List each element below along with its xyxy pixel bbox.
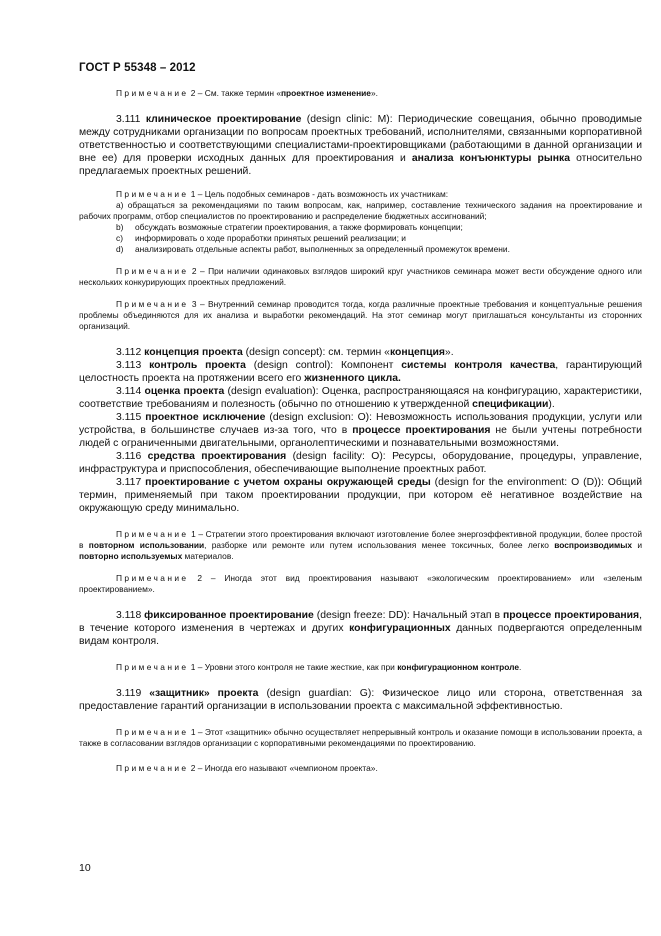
term-bold: процессе проектирования [352,425,491,436]
term-bold: концепция [389,347,445,358]
term-bold: конфигурационном контроле [397,662,520,672]
text-run: ». [444,347,454,358]
text-run: 2 – См. также термин « [188,88,281,98]
term-bold: жизненного цикла. [304,373,401,384]
text-run: 1 – Этот «защитник» обычно осуществляет непрерывный контроль и оказание помощи в использовании проекта, а также в согласовании взглядов организации с корпоративными рекомендациями по проектированию. [79,727,642,748]
note-label: Примечание [116,529,189,539]
text-run: 2 – Иногда его называют «чемпионом проекта». [188,763,378,773]
note [79,662,642,673]
term-bold: воспроизводимых [554,540,633,550]
text-run: 3.113 [116,360,150,371]
text-run: . [519,662,522,672]
term-bold: повторно используемых [79,551,183,561]
note [79,727,642,749]
text-run: (design for the environment: O (D)): Общий термин, применяемый при таком проектировании продукции, при котором её негативное воздействие на окружающую среду минимально. [79,477,643,514]
note-label: Примечание [116,763,189,773]
text-run: , в течение которого изменения в чертежах и других [79,610,642,634]
text-run: ). [548,399,555,410]
text-run: 1 – Стратегии этого проектирования включают изготовление более энергоэффективной продукции, более простой в [79,529,642,550]
text-run: 2 – Иногда этот вид проектирования называют «экологическим проектированием» или «зеленым проектированием». [79,573,642,594]
text-run: (design facility: O): Ресурсы, оборудование, процедуры, управление, инфраструктура и приспособления, обеспечивающие выполнение проектных работ. [79,451,642,475]
term-bold: клиническое проектирование [145,114,302,125]
text-run: 3.117 [116,477,146,488]
text-run: 3.119 [116,688,150,699]
term-bold: фиксированное проектирование [144,610,314,621]
term-bold: проектное изменение [281,88,371,98]
note-list-item [79,244,642,255]
text-run: (design concept): см. термин « [242,347,390,358]
text-run: (design control): Компонент [245,360,402,371]
note-label: Примечание [116,266,189,276]
note [79,299,642,332]
term-definition [79,450,642,476]
term-definition [79,113,642,178]
text-run: 3.112 [116,347,145,358]
text-run: 3.111 [116,114,146,125]
text-run: материалов. [182,551,234,561]
list-item-marker: b) [116,222,124,232]
text-run: 3 – Внутренний семинар проводится тогда, когда различные проектные требования и концептуальные решения проблемы объединяются для их анализа и выработки рекомендаций. На этот семинар могут приглашаться консультанты из сторонних организаций. [79,299,642,331]
note [79,763,642,774]
term-bold: повторном использовании [88,540,205,550]
text-run: ». [370,88,378,98]
term-bold: проектирование с учетом охраны окружающей среды [145,477,431,488]
term-definition [79,476,642,515]
text-run: не были учтены потребности людей с ограниченными двигательными, органолептическими и познавательными возможностями. [79,425,642,449]
text-run: анализировать отдельные аспекты работ, выполненных за определенный промежуток времени. [135,244,510,254]
text-run: данных подвергаются определенным видам контроля. [79,623,642,647]
term-definition [79,346,642,359]
term-definition [79,609,642,648]
text-run: 3.114 [116,386,145,397]
note [79,200,642,222]
text-run: (design evaluation): Оценка, распространяющаяся на конфигурацию, характеристики, соответствие требованиям и полезность (обычно по отношению к утвержденной [79,386,642,410]
text-run: , разборке или ремонте или путем использования менее токсичных, более легко [204,540,555,550]
note-list-item [79,222,642,233]
text-run: 1 – Уровни этого контроля не такие жесткие, как при [188,662,398,672]
term-bold: системы контроля качества [401,360,556,371]
text-run: 1 – Цель подобных семинаров - дать возможность их участникам: [188,189,449,199]
list-item-marker: d) [116,244,124,254]
note-label: Примечание [116,573,189,583]
text-run: (design exclusion: O): Невозможность использования продукции, услуги или устройства, в большинстве случаев из-за того, что в [79,412,643,436]
text-run: 2 – При наличии одинаковых взглядов широкий круг участников семинара может вести обсуждение одного или нескольких конкурирующих проектных предложений. [79,266,642,287]
term-bold: «защитник» проекта [149,688,259,699]
note [79,529,642,562]
text-run: , гарантирующий целостность проекта на протяжении всего его [79,360,642,384]
text-run: 3.118 [116,610,145,621]
text-run: 3.115 [116,412,146,423]
note-label: Примечание [116,88,189,98]
term-definition [79,385,642,411]
note [79,189,642,200]
text-run: обсуждать возможные стратегии проектирования, а также формировать концепции; [135,222,463,232]
term-bold: средства проектирования [147,451,287,462]
term-bold: проектное исключение [145,412,266,423]
term-bold: анализа конъюнктуры рынка [411,153,571,164]
term-bold: спецификации [472,399,549,410]
text-run: (design clinic: M): Периодические совещания, обычно проводимые между сотрудниками организации по вопросам проектных требований, исполнителями, связанными корпоративной ответственностью и соответствующими специалистами-проектировщиками (работающими в данной организации и вне ее) для проверки исходных данных для проектирования и [79,114,642,164]
note-label: Примечание [116,727,189,737]
text-run: a) обращаться за рекомендациями по таким вопросам, как, например, составление технического задания на проектирование и рабочих программ, отбор специалистов по проектированию и распределение бюджетных ассигнований; [79,200,642,221]
term-definition [79,359,642,385]
term-bold: концепция проекта [144,347,243,358]
note-label: Примечание [116,299,189,309]
term-bold: контроль проекта [149,360,246,371]
term-definition [79,411,642,450]
text-run: (design freeze: DD): Начальный этап в [313,610,503,621]
text-run: и [632,540,642,550]
text-run: информировать о ходе проработки принятых решений реализации; и [135,233,406,243]
text-run: 3.116 [116,451,148,462]
document-header: ГОСТ Р 55348 – 2012 [79,62,196,74]
note [79,266,642,288]
document-body [79,88,642,774]
text-run: относительно предлагаемых проектных решений. [79,153,643,177]
note-label: Примечание [116,189,189,199]
note [79,573,642,595]
text-run: (design guardian: G): Физическое лицо или сторона, ответственная за предоставление гарантий организации в использовании проекта с максимальной эффективностью. [79,688,642,712]
term-bold: конфигурационных [349,623,451,634]
list-item-marker: c) [116,233,123,243]
note-list-item [79,233,642,244]
note [79,88,642,99]
term-bold: процессе проектирования [502,610,640,621]
term-definition [79,687,642,713]
term-bold: оценка проекта [144,386,225,397]
note-label: Примечание [116,662,189,672]
page-number: 10 [79,862,91,874]
